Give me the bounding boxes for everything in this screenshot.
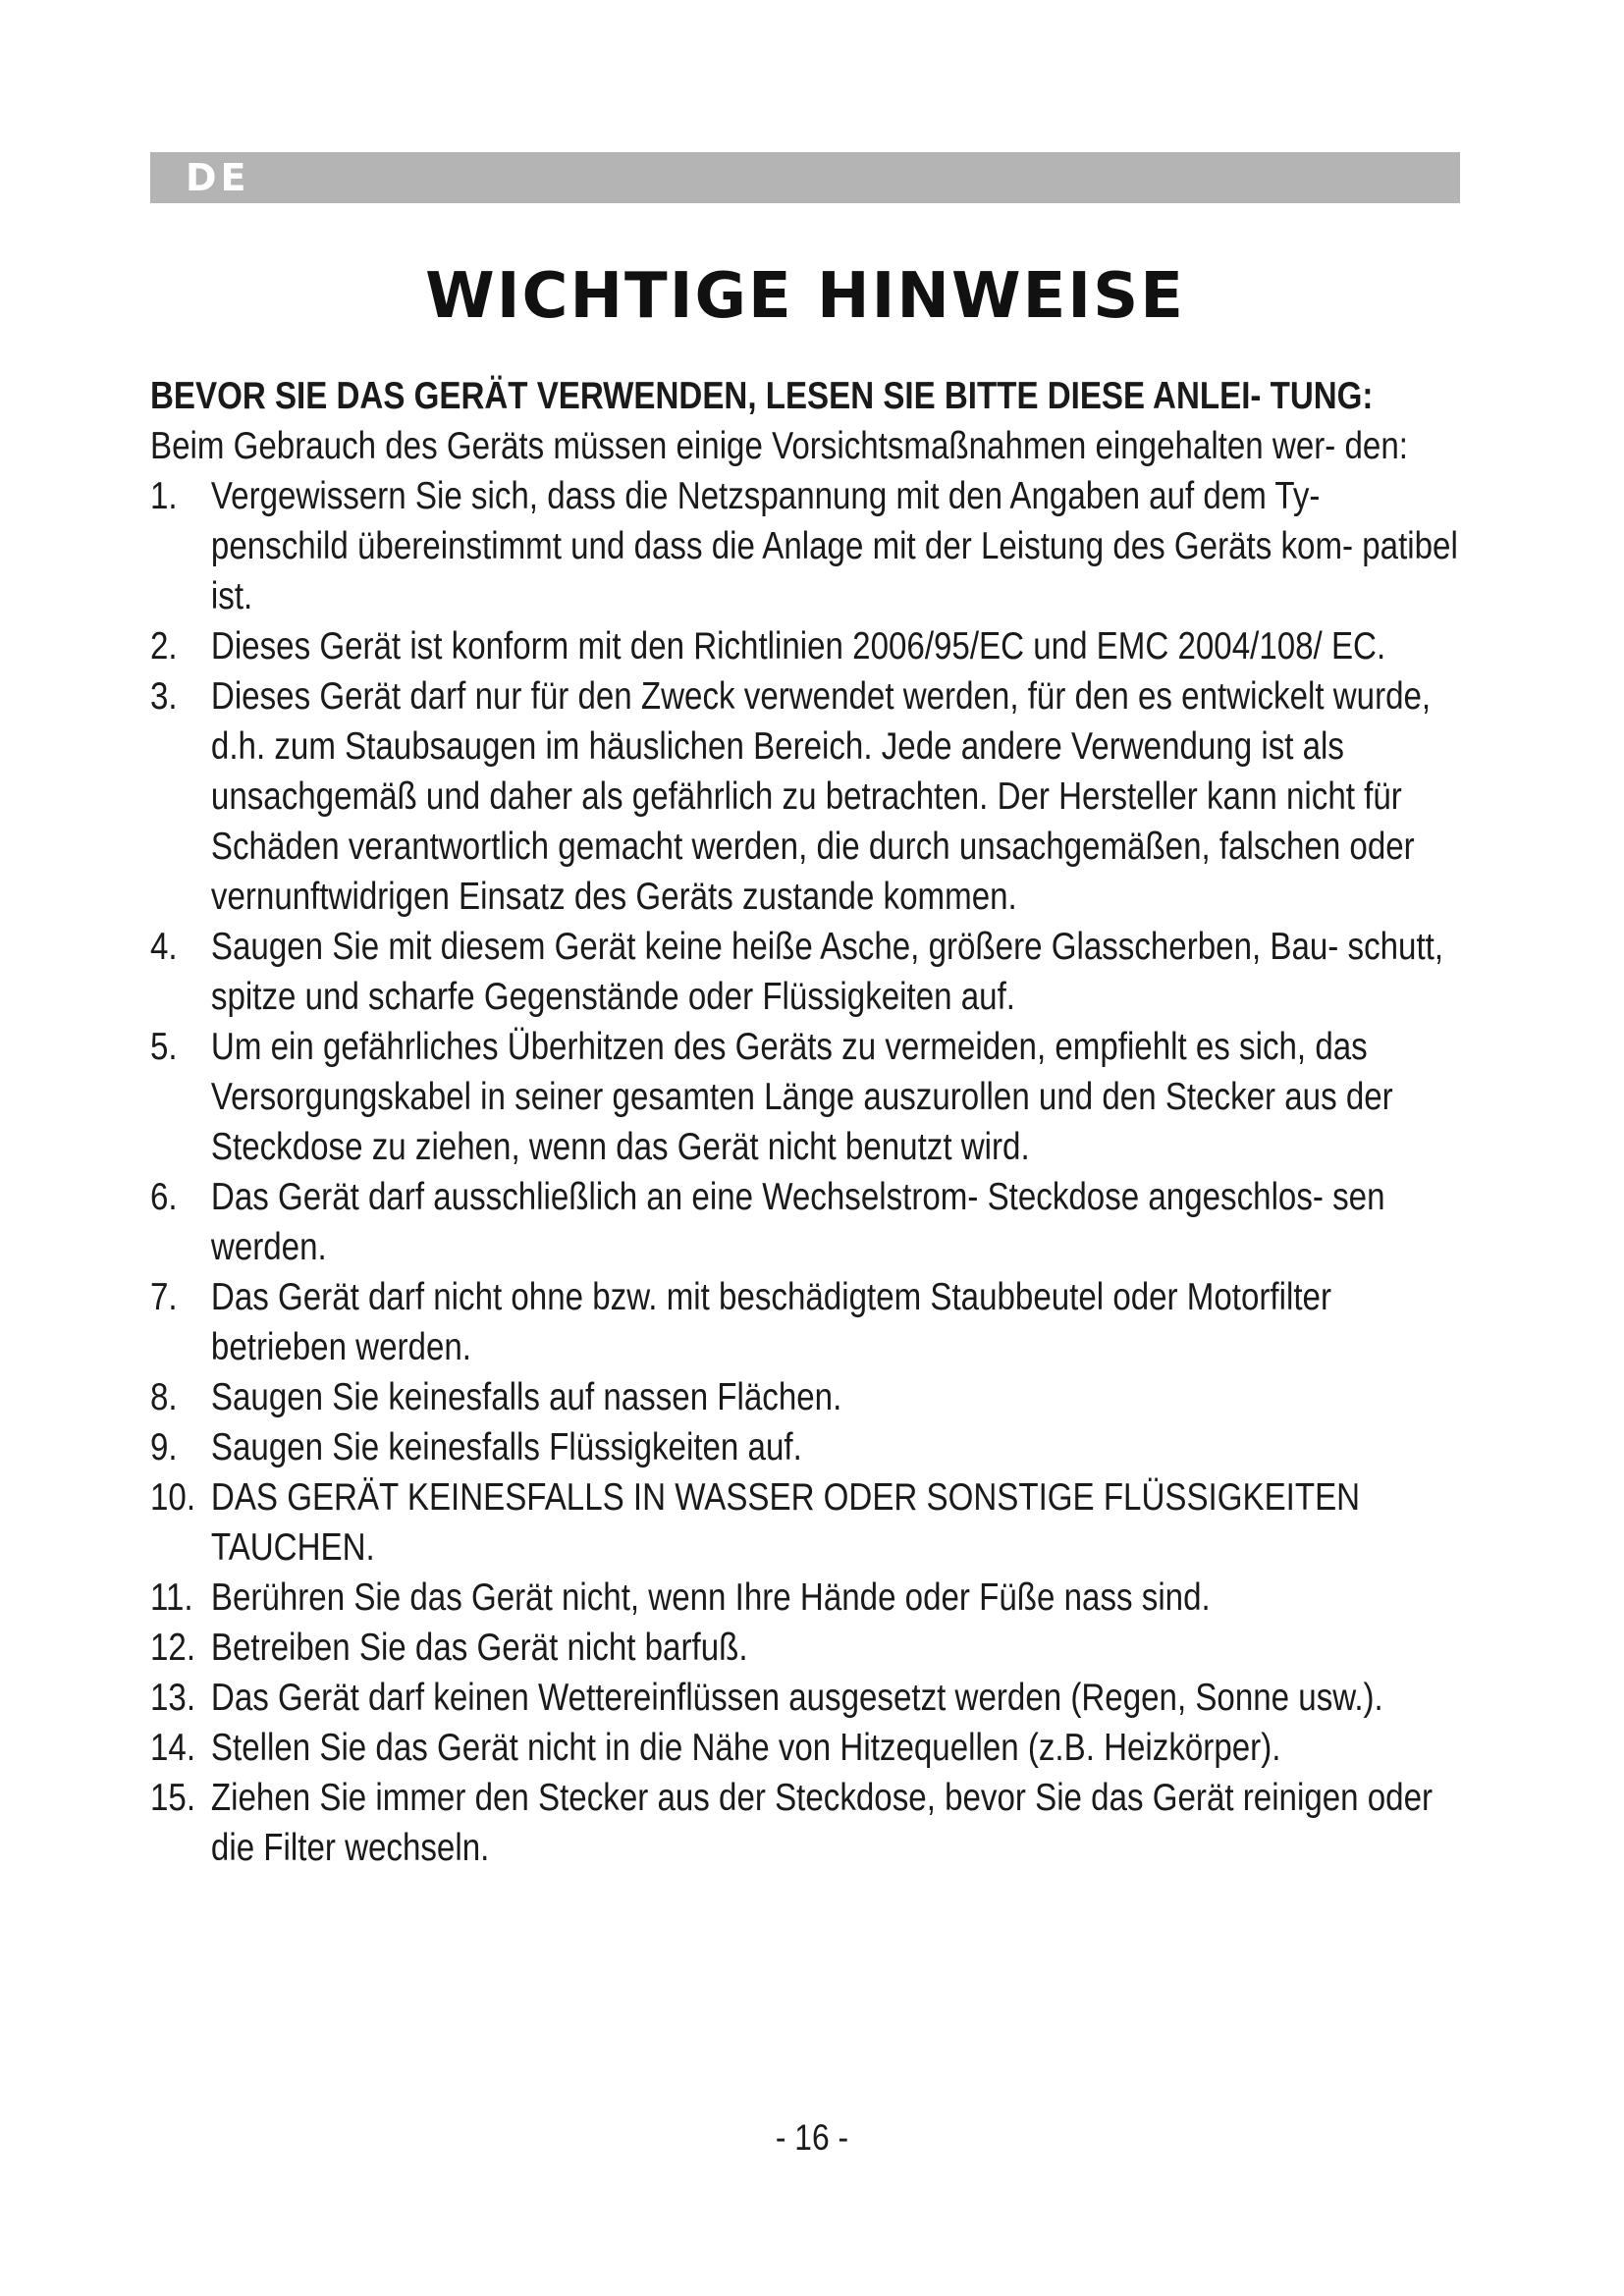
item-number: 1. xyxy=(150,475,178,517)
item-number: 6. xyxy=(150,1176,178,1218)
list-item xyxy=(150,1573,1466,1623)
list-item xyxy=(150,1773,1466,1873)
document-body xyxy=(150,371,1458,1873)
item-number: 7. xyxy=(150,1276,178,1318)
list-item xyxy=(150,1372,1466,1422)
item-text: Vergewissern Sie sich, dass die Netzspannung mit den Angaben auf dem Ty- penschild übereinstimmt und dass die Anlage mit der Leistung des Geräts kom- patibel ist. xyxy=(210,475,1458,617)
item-number: 15. xyxy=(150,1777,196,1819)
item-text: DAS GERÄT KEINESFALLS IN WASSER ODER SONSTIGE FLÜSSIGKEITEN TAUCHEN. xyxy=(210,1476,1361,1569)
list-item xyxy=(150,621,1466,671)
list-item xyxy=(150,1272,1466,1372)
item-text: Saugen Sie keinesfalls Flüssigkeiten auf. xyxy=(210,1426,802,1468)
item-number: 11. xyxy=(150,1576,193,1619)
item-number: 12. xyxy=(150,1627,196,1669)
item-text: Betreiben Sie das Gerät nicht barfuß. xyxy=(210,1627,748,1669)
intro-text: Beim Gebrauch des Geräts müssen einige Vorsichtsmaßnahmen eingehalten wer- den: xyxy=(150,425,1408,467)
list-item xyxy=(150,1623,1466,1673)
list-item xyxy=(150,671,1466,922)
list-item xyxy=(150,1673,1466,1723)
item-text: Dieses Gerät darf nur für den Zweck verwendet werden, für den es entwickelt wurde, d.h. zum Staubsaugen im häuslichen Bereich. Jede andere Verwendung ist als unsachgemäß und daher als gefährlich zu betrachten. Der Hersteller kann nicht für Schäden verantwortlich gemacht werden, die durch unsachgemäßen, falschen oder vernunftwidrigen Einsatz des Geräts zustande kommen. xyxy=(210,675,1432,918)
intro-heading: BEVOR SIE DAS GERÄT VERWENDEN, LESEN SIE BITTE DIESE ANLEI- TUNG: xyxy=(150,375,1374,417)
item-text: Das Gerät darf ausschließlich an eine Wechselstrom- Steckdose angeschlos- sen werden. xyxy=(210,1176,1385,1268)
item-number: 4. xyxy=(150,926,178,968)
item-number: 13. xyxy=(150,1677,196,1719)
item-text: Das Gerät darf nicht ohne bzw. mit beschädigtem Staubbeutel oder Motorfilter betrieben werden. xyxy=(210,1276,1331,1368)
language-code: DE xyxy=(186,156,250,199)
item-text: Saugen Sie keinesfalls auf nassen Flächen. xyxy=(210,1376,842,1418)
page-number: - 16 - xyxy=(775,2117,849,2158)
item-number: 14. xyxy=(150,1727,196,1769)
list-item xyxy=(150,1172,1466,1272)
item-text: Saugen Sie mit diesem Gerät keine heiße Asche, größere Glasscherben, Bau- schutt, spitze und scharfe Gegenstände oder Flüssigkeiten auf. xyxy=(210,926,1444,1018)
item-text: Ziehen Sie immer den Stecker aus der Steckdose, bevor Sie das Gerät reinigen oder die Filter wechseln. xyxy=(210,1777,1434,1869)
list-item xyxy=(150,922,1466,1022)
item-number: 9. xyxy=(150,1426,178,1468)
item-number: 5. xyxy=(150,1026,178,1068)
item-number: 2. xyxy=(150,625,178,667)
item-number: 8. xyxy=(150,1376,178,1418)
list-item xyxy=(150,1472,1466,1573)
item-text: Das Gerät darf keinen Wettereinflüssen ausgesetzt werden (Regen, Sonne usw.). xyxy=(210,1677,1383,1719)
list-item xyxy=(150,1723,1466,1773)
item-text: Um ein gefährliches Überhitzen des Geräts zu vermeiden, empfiehlt es sich, das Versorgungskabel in seiner gesamten Länge auszurollen und den Stecker aus der Steckdose zu ziehen, wenn das Gerät nicht benutzt wird. xyxy=(210,1026,1393,1168)
item-number: 3. xyxy=(150,675,178,718)
item-text: Dieses Gerät ist konform mit den Richtlinien 2006/95/EC und EMC 2004/108/ EC. xyxy=(210,625,1386,667)
list-item xyxy=(150,1422,1466,1472)
language-header-band xyxy=(150,152,1460,203)
list-item xyxy=(150,471,1466,621)
item-number: 10. xyxy=(150,1476,196,1519)
item-text: Stellen Sie das Gerät nicht in die Nähe von Hitzequellen (z.B. Heizkörper). xyxy=(210,1727,1281,1769)
list-item xyxy=(150,1022,1466,1172)
safety-instructions-list xyxy=(150,471,1466,1873)
page-title: WICHTIGE HINWEISE xyxy=(425,260,1185,333)
item-text: Berühren Sie das Gerät nicht, wenn Ihre Hände oder Füße nass sind. xyxy=(210,1576,1211,1619)
